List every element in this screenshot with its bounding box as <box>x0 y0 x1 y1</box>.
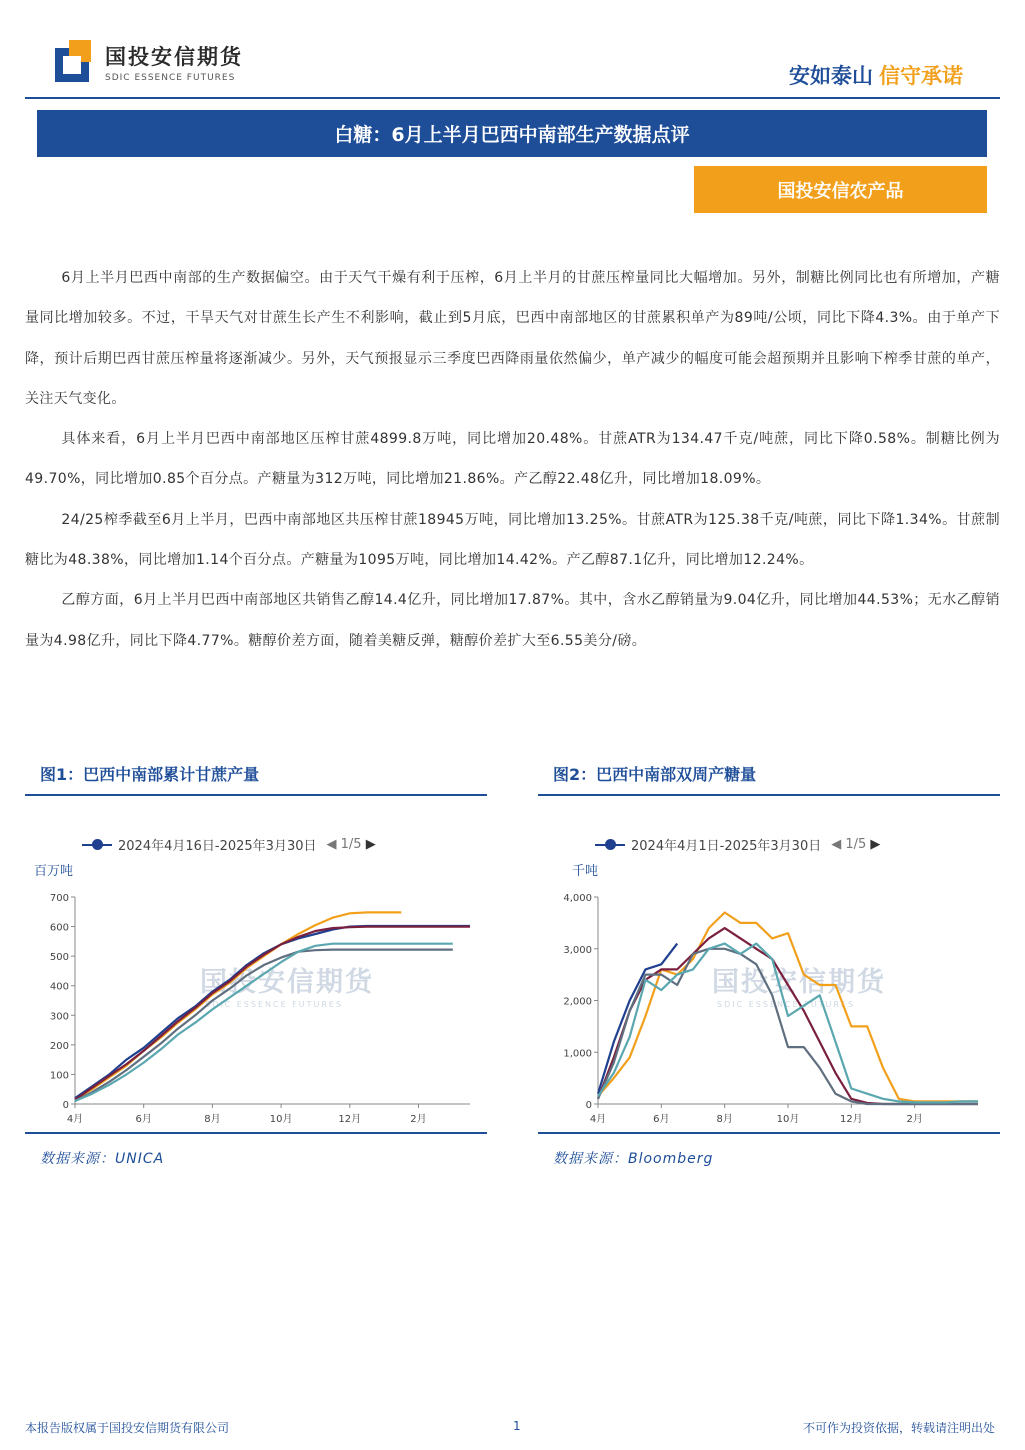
paragraph: 具体来看，6月上半月巴西中南部地区压榨甘蔗4899.8万吨，同比增加20.48%。甘蔗ATR为134.47千克/吨蔗，同比下降0.58%。制糖比例为49.70%，同比增加0.85个百分点。产糖量为312万吨，同比增加21.86%。产乙醇22.48亿升，同比增加18.09%。 <box>25 431 1000 488</box>
figure1-legend-label: 2024年4月16日-2025年3月30日 <box>118 839 317 854</box>
x-tick-label: 2月 <box>906 1114 923 1125</box>
figure2-source: 数据来源：Bloomberg <box>553 1151 714 1167</box>
figure1-source: 数据来源：UNICA <box>40 1151 165 1167</box>
y-tick-label: 0 <box>62 1100 69 1111</box>
figure2-title: 图2：巴西中南部双周产糖量 <box>553 765 757 784</box>
x-tick-label: 10月 <box>776 1114 800 1125</box>
figure2-watermark-en: SDIC ESSENCE FUTURES <box>717 1000 856 1009</box>
report-body <box>25 258 1000 661</box>
y-tick-label: 200 <box>49 1040 69 1052</box>
y-tick-label: 0 <box>585 1100 592 1111</box>
y-tick-label: 400 <box>49 981 69 993</box>
x-tick-label: 8月 <box>204 1114 221 1125</box>
figure1-watermark-en: SDIC ESSENCE FUTURES <box>205 1000 344 1009</box>
y-tick-label: 500 <box>49 952 69 964</box>
logo-text-en: SDIC ESSENCE FUTURES <box>105 73 236 83</box>
figure1-legend <box>82 835 376 854</box>
y-tick-label: 2,000 <box>563 996 592 1008</box>
figure1-top-rule <box>25 794 487 796</box>
x-tick-label: 6月 <box>135 1114 152 1125</box>
x-tick-label: 12月 <box>338 1114 362 1125</box>
figure1-watermark: 国投安信期货 <box>200 967 374 998</box>
company-logo <box>55 40 243 84</box>
figure2-watermark: 国投安信期货 <box>712 967 886 998</box>
x-tick-label: 4月 <box>66 1114 84 1125</box>
figure2-chart <box>538 880 1000 1130</box>
x-tick-label: 8月 <box>716 1114 733 1125</box>
category-badge: 国投安信农产品 <box>694 166 987 213</box>
x-tick-label: 4月 <box>589 1114 607 1125</box>
footer-page-number: 1 <box>513 1419 521 1433</box>
figure2-legend-label: 2024年4月1日-2025年3月30日 <box>631 839 822 854</box>
y-tick-label: 4,000 <box>563 893 592 904</box>
logo-mark-icon <box>55 40 95 84</box>
y-tick-label: 100 <box>49 1070 69 1082</box>
series-line-1 <box>75 926 470 1098</box>
series-line-4 <box>598 949 978 1104</box>
figure2-unit: 千吨 <box>572 864 599 879</box>
series-line-2 <box>598 913 978 1102</box>
figure1-title: 图1：巴西中南部累计甘蔗产量 <box>40 765 260 784</box>
x-tick-label: 12月 <box>839 1114 863 1125</box>
figure2-bottom-rule <box>538 1132 1000 1134</box>
logo-text-cn: 国投安信期货 <box>105 45 243 69</box>
footer-disclaimer: 不可作为投资依据，转载请注明出处 <box>802 1421 995 1435</box>
slogan <box>789 60 963 90</box>
y-tick-label: 700 <box>49 893 69 904</box>
x-tick-label: 2月 <box>410 1114 427 1125</box>
x-tick-label: 10月 <box>269 1114 293 1125</box>
figure2-legend <box>595 835 880 854</box>
paragraph: 乙醇方面，6月上半月巴西中南部地区共销售乙醇14.4亿升，同比增加17.87%。其中，含水乙醇销量为9.04亿升，同比增加44.53%；无水乙醇销量为4.98亿升，同比下降4.77%。糖醇价差方面，随着美糖反弹，糖醇价差扩大至6.55美分/磅。 <box>25 592 1000 649</box>
figure1-unit: 百万吨 <box>34 864 74 879</box>
paragraph: 24/25榨季截至6月上半月，巴西中南部地区共压榨甘蔗18945万吨，同比增加13.25%。甘蔗ATR为125.38千克/吨蔗，同比下降1.34%。甘蔗制糖比为48.38%，同比增加1.14个百分点。产糖量为1095万吨，同比增加14.42%。产乙醇87.1亿升，同比增加12.24%。 <box>25 511 1000 569</box>
paragraph: 6月上半月巴西中南部的生产数据偏空。由于天气干燥有利于压榨，6月上半月的甘蔗压榨量同比大幅增加。另外，制糖比例同比也有所增加，产糖量同比增加较多。不过，干旱天气对甘蔗生长产生不利影响，截止到5月底，巴西中南部地区的甘蔗累积单产为89吨/公顷，同比下降4.3%。由于单产下降，预计后期巴西甘蔗压榨量将逐渐减少。另外，天气预报显示三季度巴西降雨量依然偏少，单产减少的幅度可能会超预期并且影响下榨季甘蔗的单产，关注天气变化。 <box>25 270 1000 407</box>
y-tick-label: 300 <box>49 1011 69 1023</box>
figure1-chart <box>25 880 487 1130</box>
figure1-pager[interactable]: ◀ 1/5 ▶ <box>326 837 376 852</box>
report-title: 白糖：6月上半月巴西中南部生产数据点评 <box>37 110 987 157</box>
header-divider <box>25 97 1000 99</box>
series-line-4 <box>75 950 453 1101</box>
y-tick-label: 1,000 <box>563 1048 592 1060</box>
slogan-part-b: 信守承诺 <box>879 64 963 88</box>
series-line-5 <box>75 944 453 1101</box>
figure1-pager-label: 1/5 <box>340 837 362 852</box>
x-tick-label: 6月 <box>653 1114 670 1125</box>
figure2-top-rule <box>538 794 1000 796</box>
y-tick-label: 600 <box>49 922 69 934</box>
figure2-pager[interactable]: ◀ 1/5 ▶ <box>831 837 881 852</box>
figure2-pager-label: 1/5 <box>845 837 867 852</box>
footer-copyright: 本报告版权属于国投安信期货有限公司 <box>25 1421 230 1435</box>
slogan-part-a: 安如泰山 <box>789 64 873 88</box>
y-tick-label: 3,000 <box>563 944 592 956</box>
figure1-bottom-rule <box>25 1132 487 1134</box>
legend-line-icon <box>595 844 625 846</box>
series-line-3 <box>75 927 470 1100</box>
legend-line-icon <box>82 844 112 846</box>
